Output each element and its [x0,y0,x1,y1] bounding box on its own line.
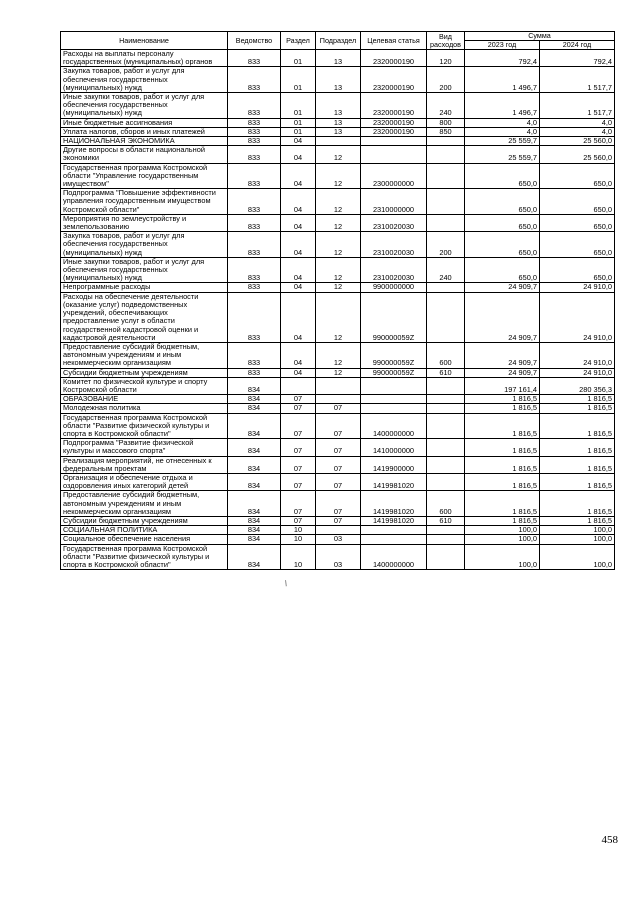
row-name: Государственная программа Костромской области "Развитие физической культуры и спорта в Костромской области" [61,413,228,439]
row-section: 10 [281,526,316,535]
row-sum-2024: 1 816,5 [540,456,615,473]
row-exp-type [427,526,465,535]
row-sum-2024: 24 910,0 [540,368,615,377]
row-sum-2024: 650,0 [540,163,615,189]
row-sum-2023: 4,0 [465,127,540,136]
row-section: 07 [281,473,316,490]
row-exp-type: 240 [427,93,465,119]
row-section: 04 [281,137,316,146]
row-exp-type [427,473,465,490]
row-section: 10 [281,535,316,544]
row-dept: 833 [228,342,281,368]
row-section: 04 [281,189,316,215]
row-name: Иные закупки товаров, работ и услуг для обеспечения государственных (муниципальных) нужд [61,257,228,283]
row-name: Предоставление субсидий бюджетным, автономным учреждениям и иным некоммерческим организациям [61,491,228,517]
row-name: Расходы на выплаты персоналу государственных (муниципальных) органов [61,50,228,67]
header-2023: 2023 год [465,41,540,50]
row-dept: 833 [228,67,281,93]
row-dept: 833 [228,283,281,292]
row-sum-2024: 24 910,0 [540,283,615,292]
row-sum-2023: 24 909,7 [465,283,540,292]
row-dept: 833 [228,292,281,342]
row-sum-2024: 792,4 [540,50,615,67]
row-target: 1419900000 [361,456,427,473]
table-row [61,535,615,544]
header-exp-type: Вид расходов [427,32,465,50]
row-sum-2024: 24 910,0 [540,292,615,342]
row-section: 07 [281,491,316,517]
row-target: 2300000000 [361,163,427,189]
row-target: 1419981020 [361,516,427,525]
row-sum-2023: 792,4 [465,50,540,67]
row-exp-type [427,283,465,292]
row-target [361,395,427,404]
table-row [61,413,615,439]
table-row [61,118,615,127]
row-sum-2023: 197 161,4 [465,377,540,394]
row-target: 2310000000 [361,189,427,215]
header-2024: 2024 год [540,41,615,50]
row-subsection: 13 [316,127,361,136]
row-exp-type [427,163,465,189]
row-sum-2023: 100,0 [465,544,540,570]
row-section: 04 [281,292,316,342]
row-section: 07 [281,413,316,439]
header-sum: Сумма [465,32,615,41]
row-section: 07 [281,395,316,404]
row-sum-2023: 1 816,5 [465,473,540,490]
table-row [61,232,615,258]
row-name: Молодежная политика [61,404,228,413]
row-dept: 833 [228,137,281,146]
row-subsection: 07 [316,404,361,413]
row-section: 04 [281,257,316,283]
row-dept: 833 [228,146,281,163]
row-subsection: 07 [316,473,361,490]
row-exp-type [427,456,465,473]
row-exp-type: 850 [427,127,465,136]
table-row [61,50,615,67]
row-section: 07 [281,404,316,413]
row-dept: 833 [228,189,281,215]
row-dept: 833 [228,127,281,136]
row-sum-2024: 1 816,5 [540,439,615,456]
row-sum-2023: 1 816,5 [465,395,540,404]
row-sum-2023: 1 816,5 [465,516,540,525]
row-exp-type [427,535,465,544]
table-row [61,456,615,473]
row-target: 1400000000 [361,413,427,439]
row-subsection: 12 [316,342,361,368]
table-row [61,93,615,119]
row-subsection: 07 [316,516,361,525]
row-sum-2023: 650,0 [465,189,540,215]
row-sum-2024: 1 517,7 [540,93,615,119]
row-target: 2320000190 [361,127,427,136]
row-target: 2310020030 [361,232,427,258]
row-exp-type: 800 [427,118,465,127]
row-target: 2310020030 [361,257,427,283]
row-subsection: 07 [316,439,361,456]
row-sum-2023: 25 559,7 [465,146,540,163]
row-name: Социальное обеспечение населения [61,535,228,544]
row-section [281,377,316,394]
row-subsection: 13 [316,50,361,67]
row-name: Закупка товаров, работ и услуг для обеспечения государственных (муниципальных) нужд [61,67,228,93]
row-exp-type [427,544,465,570]
row-subsection [316,137,361,146]
row-subsection [316,377,361,394]
row-exp-type [427,395,465,404]
row-sum-2023: 650,0 [465,232,540,258]
row-sum-2024: 650,0 [540,257,615,283]
budget-table [60,31,615,570]
row-dept: 833 [228,93,281,119]
table-row [61,404,615,413]
row-subsection: 03 [316,544,361,570]
row-name: Мероприятия по землеустройству и землепользованию [61,214,228,231]
row-dept: 833 [228,232,281,258]
row-sum-2023: 1 816,5 [465,439,540,456]
header-subsection: Подраздел [316,32,361,50]
row-sum-2023: 100,0 [465,535,540,544]
row-subsection: 12 [316,232,361,258]
row-subsection: 12 [316,163,361,189]
row-target: 2320000190 [361,50,427,67]
row-exp-type: 200 [427,67,465,93]
row-dept: 834 [228,404,281,413]
row-sum-2024: 25 560,0 [540,146,615,163]
row-sum-2023: 1 496,7 [465,67,540,93]
row-dept: 834 [228,456,281,473]
row-sum-2024: 100,0 [540,526,615,535]
row-section: 01 [281,118,316,127]
row-sum-2024: 100,0 [540,544,615,570]
row-name: Организация и обеспечение отдыха и оздоровления иных категорий детей [61,473,228,490]
row-section: 01 [281,50,316,67]
row-dept: 834 [228,473,281,490]
row-exp-type: 610 [427,368,465,377]
table-row [61,146,615,163]
row-exp-type [427,377,465,394]
row-sum-2023: 650,0 [465,163,540,189]
row-sum-2023: 650,0 [465,257,540,283]
row-target [361,404,427,413]
row-exp-type: 600 [427,342,465,368]
table-row [61,67,615,93]
row-sum-2023: 1 816,5 [465,456,540,473]
row-section: 04 [281,342,316,368]
row-target [361,526,427,535]
row-section: 04 [281,163,316,189]
row-target: 990000059Z [361,292,427,342]
row-sum-2024: 100,0 [540,535,615,544]
row-subsection: 07 [316,491,361,517]
row-section: 01 [281,93,316,119]
row-dept: 833 [228,214,281,231]
row-sum-2024: 1 816,5 [540,395,615,404]
row-dept: 833 [228,163,281,189]
row-section: 01 [281,67,316,93]
row-exp-type: 600 [427,491,465,517]
row-exp-type: 610 [427,516,465,525]
row-sum-2024: 24 910,0 [540,342,615,368]
row-sum-2024: 1 816,5 [540,404,615,413]
row-exp-type [427,137,465,146]
header-dept: Ведомство [228,32,281,50]
row-exp-type [427,292,465,342]
row-target [361,535,427,544]
row-sum-2023: 100,0 [465,526,540,535]
header-name: Наименование [61,32,228,50]
row-subsection: 12 [316,368,361,377]
table-row [61,544,615,570]
row-section: 07 [281,456,316,473]
row-name: Уплата налогов, сборов и иных платежей [61,127,228,136]
row-target [361,137,427,146]
header-row [61,32,615,41]
row-exp-type: 200 [427,232,465,258]
row-name: Комитет по физической культуре и спорту Костромской области [61,377,228,394]
table-row [61,214,615,231]
row-name: Субсидии бюджетным учреждениям [61,368,228,377]
row-dept: 834 [228,544,281,570]
row-name: Реализация мероприятий, не отнесенных к федеральным проектам [61,456,228,473]
row-name: Подпрограмма "Повышение эффективности управления государственным имуществом Костромской области" [61,189,228,215]
row-dept: 834 [228,491,281,517]
row-section: 10 [281,544,316,570]
row-sum-2023: 1 816,5 [465,404,540,413]
row-section: 04 [281,368,316,377]
row-exp-type [427,413,465,439]
row-sum-2024: 1 816,5 [540,516,615,525]
row-sum-2023: 1 816,5 [465,413,540,439]
row-target: 990000059Z [361,342,427,368]
row-subsection: 12 [316,214,361,231]
table-row [61,491,615,517]
row-sum-2024: 280 356,3 [540,377,615,394]
table-row [61,283,615,292]
row-section: 04 [281,146,316,163]
row-sum-2024: 4,0 [540,118,615,127]
row-dept: 833 [228,368,281,377]
header-section: Раздел [281,32,316,50]
table-row [61,189,615,215]
row-sum-2023: 650,0 [465,214,540,231]
row-sum-2024: 1 816,5 [540,473,615,490]
row-name: Предоставление субсидий бюджетным, автономным учреждениям и иным некоммерческим организациям [61,342,228,368]
row-name: СОЦИАЛЬНАЯ ПОЛИТИКА [61,526,228,535]
row-subsection: 13 [316,118,361,127]
row-sum-2023: 1 816,5 [465,491,540,517]
row-sum-2023: 1 496,7 [465,93,540,119]
row-section: 07 [281,439,316,456]
row-name: Другие вопросы в области национальной экономики [61,146,228,163]
row-sum-2024: 4,0 [540,127,615,136]
row-exp-type [427,189,465,215]
row-name: Государственная программа Костромской области "Управление государственным имуществом" [61,163,228,189]
row-dept: 833 [228,50,281,67]
page-number: 458 [601,834,618,846]
row-dept: 834 [228,395,281,404]
row-section: 07 [281,516,316,525]
row-sum-2023: 24 909,7 [465,368,540,377]
row-target: 1400000000 [361,544,427,570]
row-dept: 834 [228,377,281,394]
row-exp-type: 240 [427,257,465,283]
row-exp-type [427,214,465,231]
row-subsection: 12 [316,283,361,292]
table-row [61,342,615,368]
row-name: ОБРАЗОВАНИЕ [61,395,228,404]
row-dept: 834 [228,413,281,439]
row-sum-2024: 650,0 [540,189,615,215]
row-target: 2320000190 [361,67,427,93]
row-subsection: 12 [316,257,361,283]
row-dept: 833 [228,257,281,283]
table-row [61,163,615,189]
row-dept: 834 [228,526,281,535]
row-subsection: 13 [316,93,361,119]
row-target [361,146,427,163]
row-section: 04 [281,214,316,231]
row-subsection: 03 [316,535,361,544]
row-sum-2024: 25 560,0 [540,137,615,146]
row-name: Закупка товаров, работ и услуг для обеспечения государственных (муниципальных) нужд [61,232,228,258]
row-sum-2024: 1 816,5 [540,413,615,439]
row-dept: 833 [228,118,281,127]
row-name: НАЦИОНАЛЬНАЯ ЭКОНОМИКА [61,137,228,146]
row-subsection: 12 [316,189,361,215]
row-target: 9900000000 [361,283,427,292]
row-sum-2023: 25 559,7 [465,137,540,146]
row-name: Непрограммные расходы [61,283,228,292]
row-section: 04 [281,232,316,258]
row-sum-2023: 24 909,7 [465,292,540,342]
table-row [61,368,615,377]
row-name: Расходы на обеспечение деятельности (оказание услуг) подведомственных учреждений, обеспечивающих предоставление услуг в области государственной кадастровой оценки и кадастровой деятельности [61,292,228,342]
row-subsection: 12 [316,292,361,342]
row-exp-type [427,146,465,163]
row-name: Иные закупки товаров, работ и услуг для обеспечения государственных (муниципальных) нужд [61,93,228,119]
row-exp-type [427,404,465,413]
table-body [61,50,615,570]
header-target: Целевая статья [361,32,427,50]
row-name: Иные бюджетные ассигнования [61,118,228,127]
row-sum-2023: 4,0 [465,118,540,127]
row-sum-2023: 24 909,7 [465,342,540,368]
row-subsection: 13 [316,67,361,93]
row-target [361,377,427,394]
row-sum-2024: 650,0 [540,214,615,231]
row-exp-type: 120 [427,50,465,67]
row-dept: 834 [228,535,281,544]
table-row [61,257,615,283]
row-target: 1419981020 [361,491,427,517]
row-name: Государственная программа Костромской области "Развитие физической культуры и спорта в Костромской области" [61,544,228,570]
table-row [61,439,615,456]
table-row [61,473,615,490]
table-row [61,377,615,394]
row-exp-type [427,439,465,456]
row-target: 1419981020 [361,473,427,490]
row-section: 04 [281,283,316,292]
row-dept: 834 [228,439,281,456]
row-subsection: 07 [316,413,361,439]
stray-mark: / [283,578,289,589]
row-target: 990000059Z [361,368,427,377]
row-name: Субсидии бюджетным учреждениям [61,516,228,525]
row-sum-2024: 1 517,7 [540,67,615,93]
table-row [61,292,615,342]
row-dept: 834 [228,516,281,525]
row-sum-2024: 1 816,5 [540,491,615,517]
row-target: 2320000190 [361,93,427,119]
row-sum-2024: 650,0 [540,232,615,258]
row-name: Подпрограмма "Развитие физической культуры и массового спорта" [61,439,228,456]
row-section: 01 [281,127,316,136]
row-target: 2320000190 [361,118,427,127]
row-subsection: 12 [316,146,361,163]
row-subsection: 07 [316,456,361,473]
row-target: 2310020030 [361,214,427,231]
row-target: 1410000000 [361,439,427,456]
